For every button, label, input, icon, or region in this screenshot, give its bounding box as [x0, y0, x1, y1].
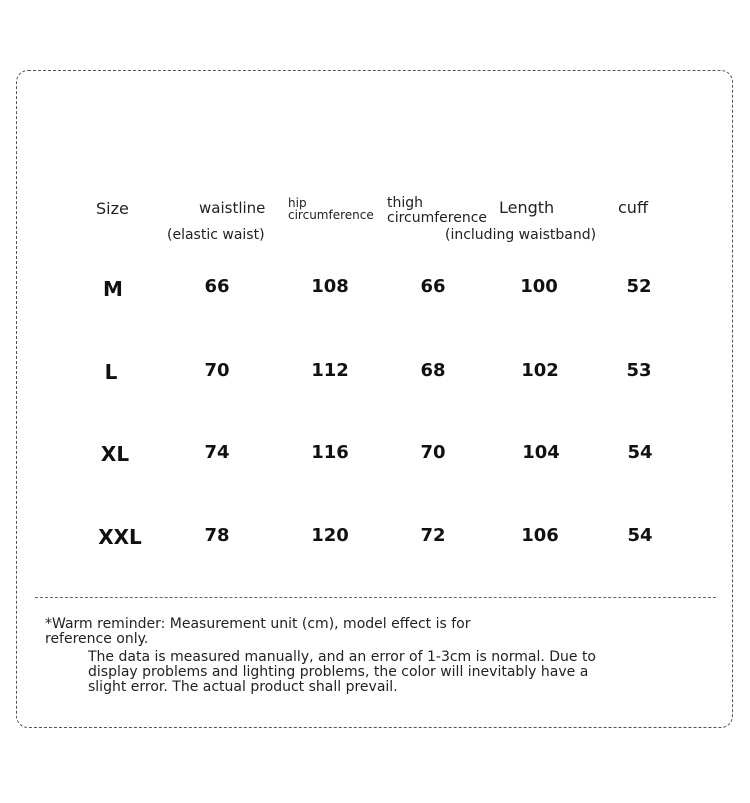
header-size: Size — [96, 199, 129, 218]
header-length-note: (including waistband) — [445, 227, 597, 243]
row-m-hip: 108 — [311, 276, 349, 297]
row-xxl-length: 106 — [521, 525, 559, 546]
row-xxl-thigh: 72 — [420, 525, 446, 546]
row-xl-cuff: 54 — [627, 442, 653, 463]
row-xl-waistline: 74 — [204, 442, 230, 463]
row-xxl-hip: 120 — [311, 525, 349, 546]
row-m-waistline: 66 — [204, 276, 230, 297]
reminder-line-1: *Warm reminder: Measurement unit (cm), model effect is for — [45, 616, 471, 632]
detail-line-2: display problems and lighting problems, the color will inevitably have a — [88, 664, 589, 680]
dashed-divider — [35, 597, 716, 598]
row-xxl-cuff: 54 — [627, 525, 653, 546]
reminder-line-2: reference only. — [45, 631, 149, 647]
header-thigh-line1: thigh — [387, 195, 424, 211]
row-l-waistline: 70 — [204, 360, 230, 381]
header-length: Length — [499, 198, 555, 217]
row-xxl-waistline: 78 — [204, 525, 230, 546]
row-xl-size: XL — [100, 442, 130, 466]
row-xl-thigh: 70 — [420, 442, 446, 463]
detail-line-1: The data is measured manually, and an error of 1-3cm is normal. Due to — [88, 649, 596, 665]
row-xl-length: 104 — [522, 442, 560, 463]
row-m-size: M — [103, 277, 123, 301]
header-hip-line1: hip — [288, 196, 307, 210]
header-waistline: waistline — [199, 199, 266, 217]
row-m-thigh: 66 — [420, 276, 446, 297]
header-waistline-note: (elastic waist) — [167, 227, 265, 243]
row-l-cuff: 53 — [626, 360, 652, 381]
row-l-hip: 112 — [311, 360, 349, 381]
row-l-length: 102 — [521, 360, 559, 381]
detail-line-3: slight error. The actual product shall prevail. — [88, 679, 398, 695]
row-xl-hip: 116 — [311, 442, 349, 463]
row-m-cuff: 52 — [626, 276, 652, 297]
row-l-thigh: 68 — [420, 360, 446, 381]
row-m-length: 100 — [520, 276, 558, 297]
row-l-size: L — [104, 360, 118, 384]
header-hip-line2: circumference — [288, 208, 374, 222]
row-xxl-size: XXL — [98, 525, 142, 549]
header-cuff: cuff — [618, 198, 648, 217]
header-thigh-line2: circumference — [387, 210, 488, 226]
